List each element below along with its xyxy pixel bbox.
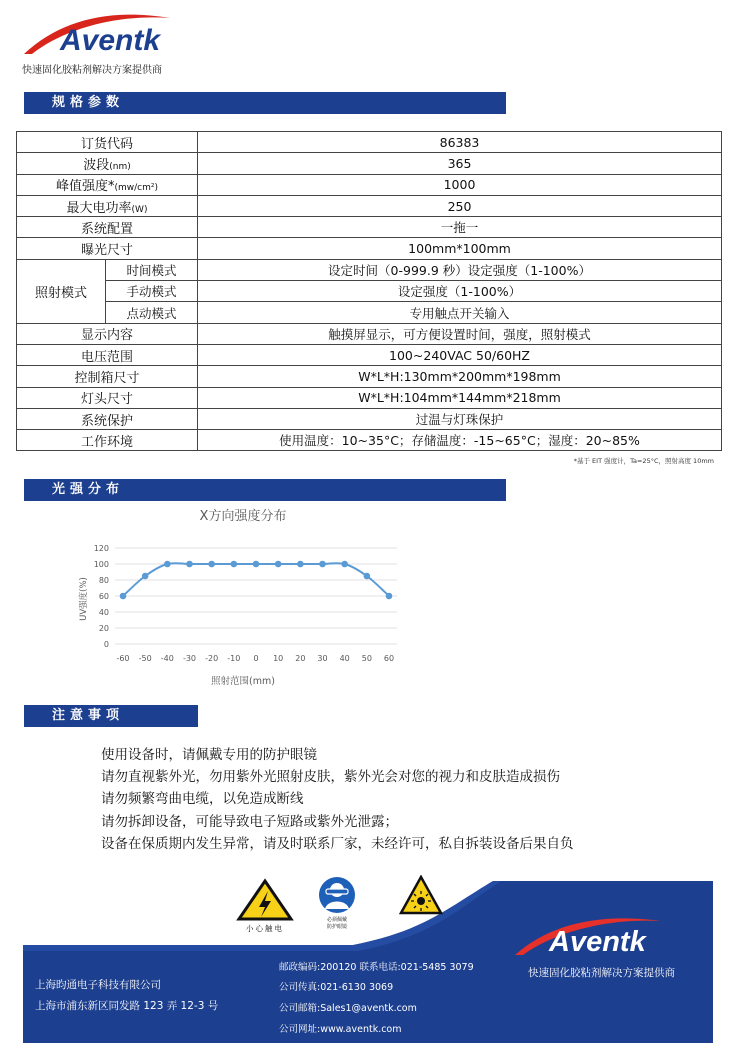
chart-y-tick: 100 [93, 560, 109, 569]
notice-item: 设备在保质期内发生异常，请及时联系厂家，未经许可，私自拆装设备后果自负 [101, 835, 574, 852]
company-fax: 公司传真:021-6130 3069 [279, 982, 394, 993]
chart-x-tick: -50 [138, 654, 152, 663]
spec-row [17, 132, 722, 153]
company-website[interactable]: 公司网址:www.aventk.com [279, 1024, 402, 1035]
tagline: 快速固化胶粘剂解决方案提供商 [22, 65, 162, 76]
spec-mode-value: 专用触点开关输入 [198, 302, 722, 323]
chart-point [319, 561, 326, 568]
chart-x-tick: -60 [116, 654, 130, 663]
spec-mode-row [17, 302, 722, 323]
chart-y-tick: 60 [98, 592, 109, 601]
spec-footnote: *基于 EIT 强度计，Ta=25°C，照射高度 10mm [573, 457, 714, 465]
electric-shock-label: 小心触电 [246, 924, 284, 933]
spec-label-text: 系统保护 [81, 413, 134, 429]
section-header-light: 光强分布 [24, 479, 506, 501]
goggles-label-2: 防护眼镜 [326, 924, 347, 930]
spec-label [17, 217, 198, 238]
spec-label-text: 工作环境 [81, 434, 134, 450]
spec-label-text: 电压范围 [81, 349, 134, 365]
company-address: 上海市浦东新区同发路 123 弄 12-3 号 [35, 1000, 219, 1012]
spec-label [17, 132, 198, 153]
spec-label-text: 订货代码 [81, 136, 134, 152]
spec-table [16, 131, 722, 451]
chart-x-tick: 0 [253, 654, 259, 663]
goggles-label-1: 必须佩戴 [326, 917, 347, 923]
uv-radiation-icon [399, 875, 443, 915]
spec-mode-label: 时间模式 [106, 259, 198, 280]
spec-row [17, 174, 722, 195]
spec-unit: (W) [131, 204, 148, 215]
spec-label-text: 曝光尺寸 [81, 243, 134, 259]
chart-point [142, 573, 149, 580]
spec-value: 使用温度：10~35°C；存储温度：-15~65°C；湿度：20~85% [198, 430, 722, 451]
spec-value: 一拖一 [198, 217, 722, 238]
chart-x-tick: -40 [160, 654, 174, 663]
spec-label [17, 323, 198, 344]
chart-title: X方向强度分布 [199, 509, 287, 524]
spec-unit: (mw/cm²) [114, 183, 159, 194]
chart-xlabel: 照射范围(mm) [211, 676, 275, 687]
chart-x-tick: -10 [227, 654, 241, 663]
spec-value: 过温与灯珠保护 [198, 408, 722, 429]
spec-label-text: 最大电功率 [66, 200, 132, 216]
spec-label-text: 峰值强度* [55, 179, 115, 195]
chart-point [275, 561, 282, 568]
section-header-spec: 规格参数 [24, 92, 506, 114]
chart-point [164, 561, 171, 568]
chart-point [120, 593, 127, 600]
chart-series-line [123, 563, 389, 596]
spec-row [17, 408, 722, 429]
chart-y-tick: 80 [98, 576, 109, 585]
footer [23, 881, 713, 1043]
spec-unit: (nm) [109, 161, 131, 172]
chart-y-tick: 0 [103, 640, 109, 649]
company-email[interactable]: 公司邮箱:Sales1@aventk.com [279, 1003, 417, 1014]
spec-value: 触摸屏显示，可方便设置时间，强度，照射模式 [198, 323, 722, 344]
logo-text: Aventk [60, 24, 161, 57]
spec-label [17, 153, 198, 174]
chart-point [186, 561, 193, 568]
spec-value: 86383 [198, 132, 722, 153]
chart-x-tick: 40 [339, 654, 350, 663]
spec-value: W*L*H:130mm*200mm*198mm [198, 366, 722, 387]
chart-point [253, 561, 260, 568]
uv-radiation-sign [399, 875, 443, 919]
electric-shock-sign [235, 877, 295, 947]
chart-point [341, 561, 348, 568]
section-header-notice: 注意事项 [24, 705, 198, 727]
spec-label-text: 控制箱尺寸 [74, 370, 140, 386]
spec-group-label: 照射模式 [17, 259, 106, 323]
spec-label [17, 408, 198, 429]
postcode-phone: 邮政编码:200120 联系电话:021-5485 3079 [279, 962, 474, 973]
spec-value: W*L*H:104mm*144mm*218mm [198, 387, 722, 408]
spec-value: 1000 [198, 174, 722, 195]
spec-row [17, 430, 722, 451]
chart-x-tick: 60 [383, 654, 395, 663]
chart-x-tick: 30 [317, 654, 328, 663]
chart-y-tick: 40 [98, 608, 109, 617]
chart-y-tick: 120 [93, 544, 109, 553]
notice-item: 请勿频繁弯曲电缆，以免造成断线 [101, 791, 304, 808]
notice-item: 请勿拆卸设备，可能导致电子短路或紫外光泄露； [101, 813, 398, 830]
spec-row [17, 366, 722, 387]
chart-x-tick: 20 [295, 654, 306, 663]
spec-label [17, 387, 198, 408]
spec-label-text: 显示内容 [81, 328, 134, 344]
spec-mode-label: 手动模式 [106, 281, 198, 302]
spec-mode-row [17, 281, 722, 302]
chart-point [364, 573, 371, 580]
spec-row [17, 238, 722, 259]
spec-row [17, 387, 722, 408]
notice-item: 使用设备时，请佩戴专用的防护眼镜 [101, 747, 317, 763]
chart-svg [66, 503, 412, 698]
spec-label [17, 430, 198, 451]
notice-list [101, 744, 574, 855]
company-name: 上海昀通电子科技有限公司 [35, 979, 161, 991]
notice-item: 请勿直视紫外光，勿用紫外光照射皮肤，紫外光会对您的视力和皮肤造成损伤 [101, 769, 560, 786]
goggles-icon [317, 875, 357, 915]
spec-value: 365 [198, 153, 722, 174]
footer-logo [511, 913, 707, 963]
footer-logo-text: Aventk [549, 926, 646, 958]
spec-label [17, 366, 198, 387]
spec-value: 100~240VAC 50/60HZ [198, 344, 722, 365]
chart-x-tick: -30 [182, 654, 197, 663]
spec-mode-row [17, 259, 722, 280]
chart-point [231, 561, 238, 568]
spec-value: 100mm*100mm [198, 238, 722, 259]
spec-label-text: 系统配置 [81, 221, 134, 237]
spec-mode-value: 设定时间（0-999.9 秒）设定强度（1-100%） [198, 259, 722, 280]
chart-point [297, 561, 304, 568]
chart-y-tick: 20 [98, 624, 109, 633]
chart-point [208, 561, 215, 568]
spec-mode-label: 点动模式 [106, 302, 198, 323]
chart-x-tick: -20 [205, 654, 219, 663]
spec-label [17, 344, 198, 365]
spec-label [17, 174, 198, 195]
electric-shock-icon [235, 877, 295, 921]
spec-mode-value: 设定强度（1-100%） [198, 281, 722, 302]
goggles-sign [317, 875, 357, 945]
spec-row [17, 323, 722, 344]
chart-point [386, 593, 393, 600]
chart-x-tick: 50 [361, 654, 372, 663]
spec-row [17, 153, 722, 174]
spec-row [17, 217, 722, 238]
chart-ylabel: UV强度(%) [79, 577, 89, 621]
spec-label-text: 灯头尺寸 [81, 392, 134, 408]
spec-label-text: 波段 [83, 157, 110, 173]
spec-value: 250 [198, 195, 722, 216]
spec-label [17, 195, 198, 216]
spec-row [17, 344, 722, 365]
spec-label [17, 238, 198, 259]
intensity-chart [66, 503, 412, 698]
spec-row [17, 195, 722, 216]
footer-tagline: 快速固化胶粘剂解决方案提供商 [528, 967, 675, 979]
chart-x-tick: 10 [273, 654, 284, 663]
